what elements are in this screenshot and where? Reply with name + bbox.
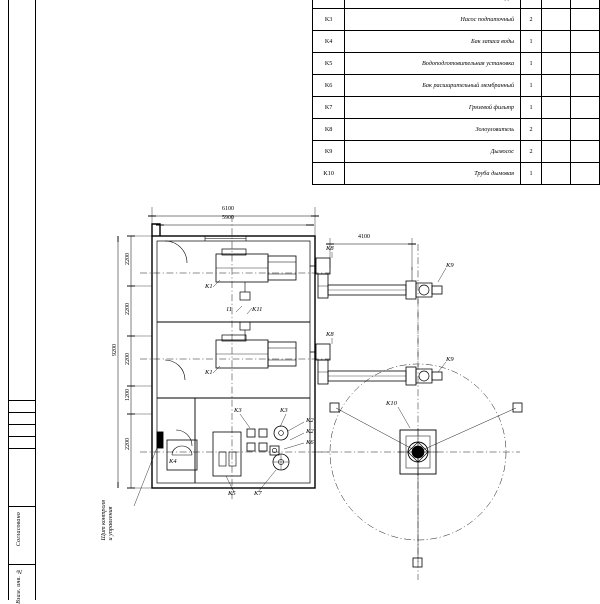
spec-qty: 1 — [521, 75, 542, 97]
spec-pos: K6 — [313, 75, 345, 97]
dim-left-seg-1: 2200 — [125, 253, 131, 265]
label-11: 11 — [226, 306, 233, 313]
label-k8-upper: K8 — [326, 245, 334, 252]
spec-qty: 1 — [521, 53, 542, 75]
dim-top-outer: 6100 — [222, 206, 234, 212]
callout-control-panel: Щит контроля и управления — [100, 500, 115, 541]
label-k1-lower: K1 — [205, 369, 213, 376]
label-k9-lower: K9 — [446, 356, 454, 363]
label-k2: K2 — [306, 417, 314, 424]
label-k7: K7 — [254, 490, 262, 497]
spec-pos: K3 — [313, 9, 345, 31]
label-k6: K6 — [306, 439, 314, 446]
spec-pos: K10 — [313, 163, 345, 185]
label-k1-upper: K1 — [205, 283, 213, 290]
spec-name: Бак расширительный мембранный — [345, 75, 521, 97]
spec-qty: 1 — [521, 97, 542, 119]
label-k3-a: K3 — [234, 407, 242, 414]
spec-qty: 2 — [521, 119, 542, 141]
dim-left-seg-2: 2200 — [125, 303, 131, 315]
spec-qty: 2 — [521, 141, 542, 163]
spec-pos: K9 — [313, 141, 345, 163]
label-k9-upper: K9 — [446, 262, 454, 269]
label-k5: K5 — [228, 490, 236, 497]
label-k4: K4 — [169, 458, 177, 465]
label-k2-dup: K2 — [306, 428, 314, 435]
spec-pos: K5 — [313, 53, 345, 75]
label-k11: K11 — [252, 306, 263, 313]
dim-left-seg-5: 2200 — [125, 438, 131, 450]
spec-name: Насос подпиточный — [345, 9, 521, 31]
spec-qty: 2 — [521, 9, 542, 31]
dim-top-inner: 5900 — [222, 215, 234, 221]
dim-left-seg-4: 1200 — [125, 389, 131, 401]
dim-right-top: 4100 — [358, 234, 370, 240]
spec-pos: K4 — [313, 31, 345, 53]
label-k10: K10 — [386, 400, 397, 407]
spec-name: Грязевой фильтр — [345, 97, 521, 119]
spec-qty: 1 — [521, 31, 542, 53]
spec-pos: K7 — [313, 97, 345, 119]
dim-left-total: 9200 — [112, 344, 118, 356]
stamp-label-vzam: Взам. инв. № — [16, 568, 22, 604]
spec-name: Золоуловитель — [345, 119, 521, 141]
spec-name: Водоподготовительная установка — [345, 53, 521, 75]
spec-name: Бак запаса воды — [345, 31, 521, 53]
label-k3-b: K3 — [280, 407, 288, 414]
label-k8-lower: K8 — [326, 331, 334, 338]
spec-pos: K8 — [313, 119, 345, 141]
dim-left-seg-3: 2200 — [125, 353, 131, 365]
spec-name: Дымосос — [345, 141, 521, 163]
spec-qty: 1 — [521, 163, 542, 185]
stamp-label-soglasovano: Согласовано — [16, 512, 22, 547]
spec-name: Труба дымовая — [345, 163, 521, 185]
